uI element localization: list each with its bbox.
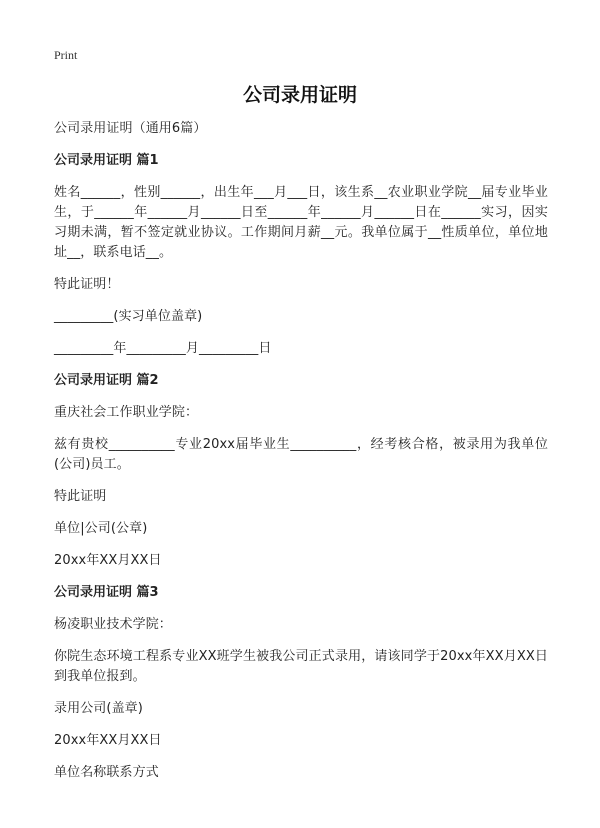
section-1-paragraph: 姓名______，性别______，出生年___月___日，该生系__农业职业学院__届专业毕业生，于______年______月______日至______年______月______日在______实习，因实习期未满，暂不签定就业协议。工作期间月薪__元。我单位属于__性质单位，单位地址__，联系电话__。 bbox=[54, 185, 548, 260]
section-3-addressee: 杨凌职业技术学院： bbox=[54, 617, 172, 632]
section-2-unit: 单位|公司(公章) bbox=[54, 521, 148, 536]
section-3-date: 20xx年XX月XX日 bbox=[54, 733, 162, 748]
section-1-seal: _________(实习单位盖章) bbox=[54, 309, 203, 324]
page-title: 公司录用证明 bbox=[242, 84, 357, 106]
section-1-heading: 公司录用证明 篇1 bbox=[54, 153, 159, 168]
section-2-date: 20xx年XX月XX日 bbox=[54, 553, 162, 568]
section-2-heading: 公司录用证明 篇2 bbox=[54, 373, 159, 388]
section-1-certify: 特此证明！ bbox=[54, 277, 120, 292]
section-2-addressee: 重庆社会工作职业学院： bbox=[54, 405, 199, 420]
section-3-contact: 单位名称联系方式 bbox=[54, 765, 159, 780]
section-3-heading: 公司录用证明 篇3 bbox=[54, 585, 159, 600]
section-3-paragraph: 你院生态环境工程系专业XX班学生被我公司正式录用，请该同学于20xx年XX月XX日到我单位报到。 bbox=[54, 649, 548, 684]
section-2-certify: 特此证明 bbox=[54, 489, 107, 504]
section-3-company: 录用公司(盖章) bbox=[54, 701, 143, 716]
section-1-date: _________年_________月_________日 bbox=[54, 341, 272, 356]
print-link[interactable]: Print bbox=[54, 48, 78, 62]
section-2-paragraph: 兹有贵校__________专业20xx届毕业生__________，经考核合格，被录用为我单位(公司)员工。 bbox=[54, 437, 548, 472]
intro-line: 公司录用证明（通用6篇） bbox=[54, 121, 207, 136]
document-body bbox=[54, 119, 548, 795]
